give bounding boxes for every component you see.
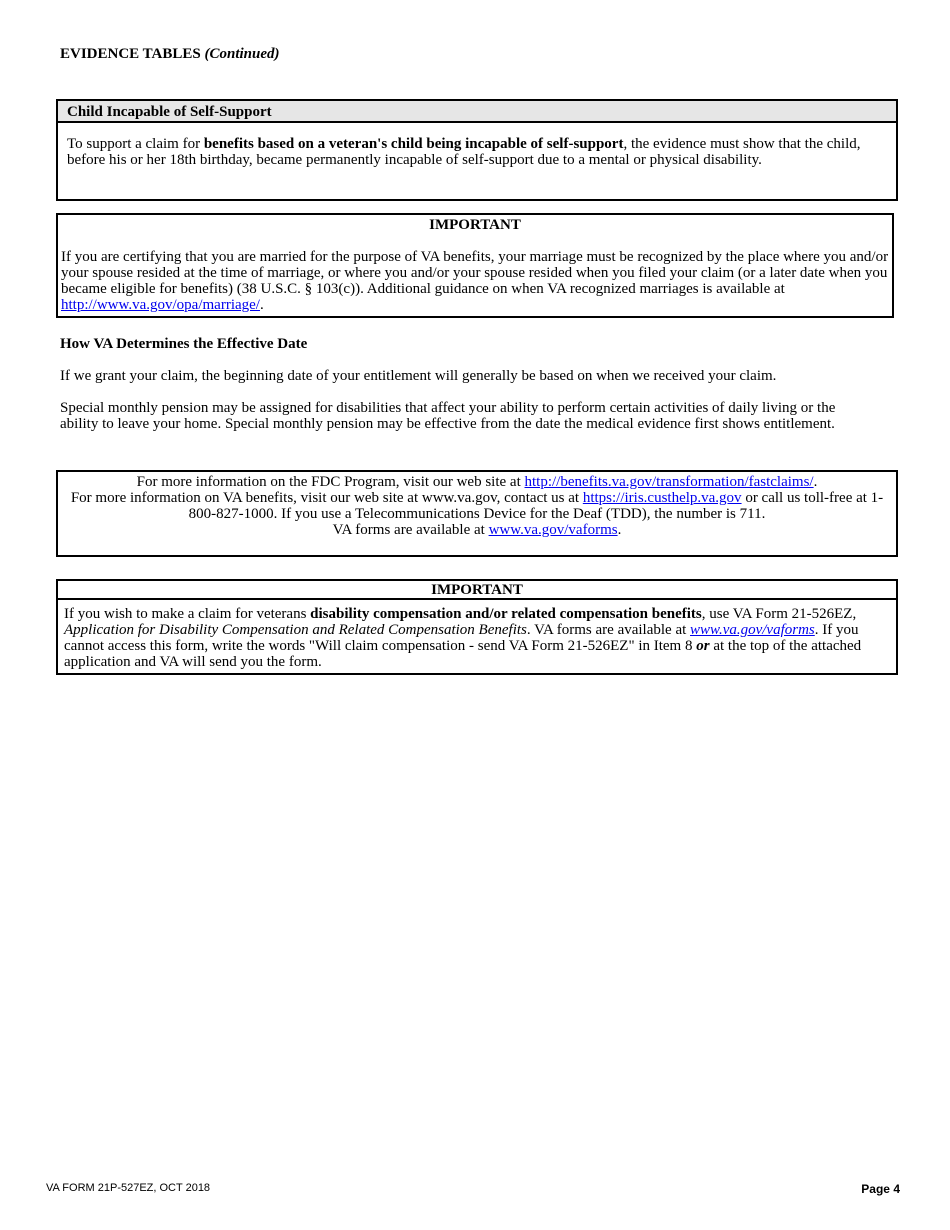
- effective-date-heading: How VA Determines the Effective Date: [60, 336, 308, 352]
- effective-date-paragraph-2: Special monthly pension may be assigned for disabilities that affect your ability to perform certain activities of daily living or the ability to leave your home. Special monthly pension may be effective from the date the medical evidence first shows entitlement.: [60, 400, 836, 432]
- effective-date-paragraph-1: If we grant your claim, the beginning date of your entitlement will generally be based on when we received your claim.: [60, 368, 777, 384]
- page-number: Page 4: [861, 1182, 900, 1196]
- compensation-va-forms-link[interactable]: www.va.gov/vaforms: [690, 622, 815, 638]
- important-compensation-text: If you wish to make a claim for veterans disability compensation and/or related compensation benefits, use VA Form 21-526EZ, Application for Disability Compensation and Related Compensation Benefits. VA forms are available at www.va.gov/vaforms. If you cannot access this form, write the words "Will claim compensation - send VA Form 21-526EZ" in Item 8 or at the top of the attached application and VA will send you the form.: [64, 606, 862, 670]
- page-title-continued: (Continued): [204, 46, 280, 62]
- va-benefits-info-line: For more information on VA benefits, visit our web site at www.va.gov, contact us at https://iris.custhelp.va.gov or call us toll-free at 1-800-827-1000. If you use a Telecommunications Device for the Deaf (TDD), the number is 711.: [70, 490, 884, 522]
- form-identifier: VA FORM 21P-527EZ, OCT 2018: [46, 1182, 211, 1194]
- page-title: EVIDENCE TABLES (Continued): [60, 46, 280, 62]
- child-incapable-section: [56, 99, 898, 201]
- fdc-info-line: For more information on the FDC Program, visit our web site at http://benefits.va.gov/transformation/fastclaims/.: [136, 474, 818, 490]
- important-compensation-box: [56, 579, 898, 675]
- more-information-box: [56, 470, 898, 557]
- marriage-guidance-link[interactable]: http://www.va.gov/opa/marriage/: [61, 297, 260, 313]
- important-marriage-title: IMPORTANT: [429, 217, 521, 233]
- child-incapable-heading: Child Incapable of Self-Support: [58, 101, 896, 123]
- iris-custhelp-link[interactable]: https://iris.custhelp.va.gov: [582, 490, 742, 506]
- child-incapable-text: To support a claim for benefits based on a veteran's child being incapable of self-support, the evidence must show that the child, before his or her 18th birthday, became permanently incapable of self-support due to a mental or physical disability.: [67, 136, 861, 168]
- important-marriage-text: If you are certifying that you are married for the purpose of VA benefits, your marriage must be recognized by the place where you and/or your spouse resided at the time of marriage, or where you and/or your spouse resided when you filed your claim (or a later date when you became eligible for benefits) (38 U.S.C. § 103(c)). Additional guidance on when VA recognized marriages is available at http://www.va.gov/opa/marriage/.: [61, 249, 889, 313]
- va-forms-link[interactable]: www.va.gov/vaforms: [488, 522, 618, 538]
- fdc-program-link[interactable]: http://benefits.va.gov/transformation/fastclaims/: [524, 474, 814, 490]
- va-forms-info-line: VA forms are available at www.va.gov/vaforms.: [332, 522, 622, 538]
- important-marriage-box: [56, 213, 894, 318]
- important-compensation-title: IMPORTANT: [58, 581, 896, 600]
